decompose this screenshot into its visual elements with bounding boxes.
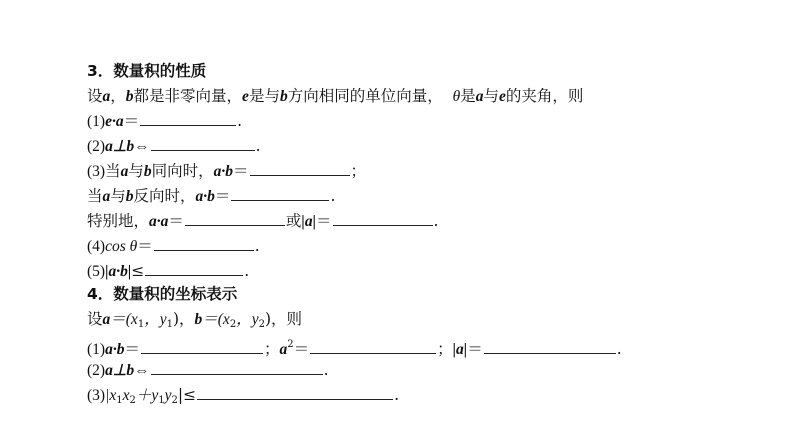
answer-blank[interactable]	[250, 160, 350, 176]
answer-blank[interactable]	[231, 185, 329, 201]
answer-blank[interactable]	[141, 338, 263, 354]
property-3-opposite: 当a与b反向时，a·b＝ .	[87, 187, 336, 205]
answer-blank[interactable]	[197, 384, 393, 400]
answer-blank[interactable]	[145, 260, 243, 276]
answer-blank[interactable]	[151, 359, 323, 375]
property-3-same: (3)当a与b同向时，a·b＝ ；	[87, 162, 367, 180]
section-4-heading: 4．数量积的坐标表示	[87, 285, 238, 303]
section-3-intro: 设a，b都是非零向量，e是与b方向相同的单位向量， θ是a与e的夹角，则	[87, 87, 584, 105]
answer-blank[interactable]	[151, 135, 255, 151]
answer-blank[interactable]	[140, 110, 236, 126]
answer-blank[interactable]	[154, 235, 254, 251]
answer-blank[interactable]	[185, 210, 285, 226]
property-5: (5)|a·b|≤ .	[87, 262, 250, 280]
property-special: 特别地，a·a＝ 或|a|＝ .	[87, 212, 439, 230]
property-2: (2)a⊥b⇔ .	[87, 137, 261, 155]
answer-blank[interactable]	[310, 338, 436, 354]
section-3-heading: 3．数量积的性质	[87, 62, 207, 80]
answer-blank[interactable]	[333, 210, 433, 226]
property-4: (4)cos θ＝ .	[87, 237, 260, 255]
section-4-intro: 设$a=(x_1$，$y_1$)，$b=(x_2$，$y_2$)，则	[87, 310, 303, 330]
coord-3: $(3)|x_1x_2+y_1y_2|\le$ .	[87, 386, 400, 406]
answer-blank[interactable]	[484, 338, 616, 354]
coord-1: (1)a·b＝ ；$a^2=$ ；|a|＝ .	[87, 339, 622, 358]
property-1: (1)e·a＝ .	[87, 112, 243, 130]
coord-2: (2)a⊥b⇔ .	[87, 361, 329, 379]
